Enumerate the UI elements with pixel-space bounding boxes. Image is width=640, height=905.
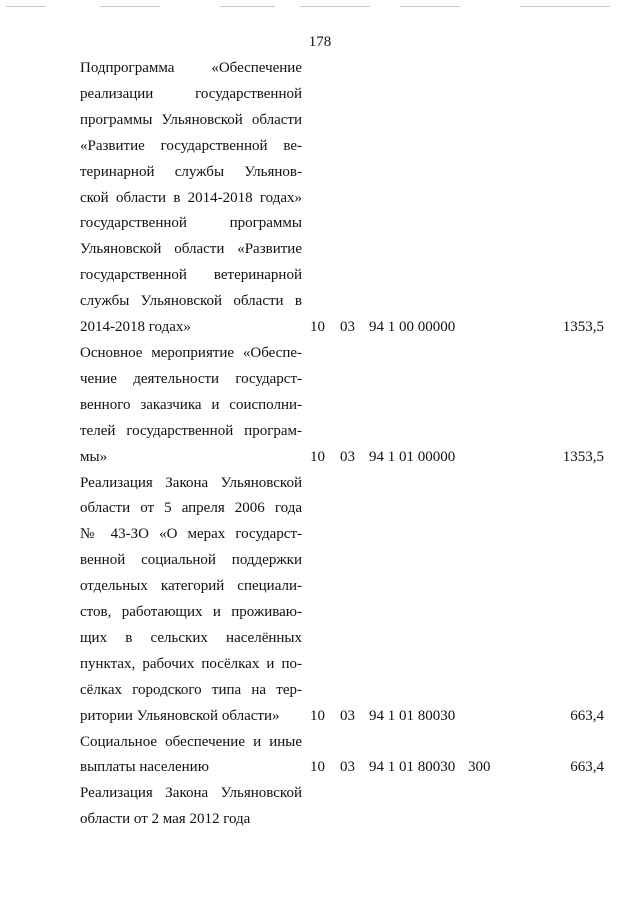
subsection-code: 03 — [340, 759, 355, 776]
description-line: Ульяновской области «Развитие — [80, 241, 302, 258]
budget-table — [0, 56, 640, 833]
table-row — [0, 341, 640, 471]
target-article-code: 94 1 01 80030 — [369, 759, 456, 776]
target-article-code: 94 1 00 00000 — [369, 319, 456, 336]
description-line: № 43-ЗО «О мерах государст- — [80, 526, 302, 543]
description-line: реализации государственной — [80, 85, 302, 102]
scan-artifact-top — [0, 6, 640, 8]
description-line: чение деятельности государст- — [80, 370, 302, 387]
section-code: 10 — [310, 707, 325, 724]
subsection-code: 03 — [340, 448, 355, 465]
subsection-code: 03 — [340, 319, 355, 336]
row-description — [80, 781, 302, 833]
description-line: отдельных категорий специали- — [80, 578, 302, 595]
description-line: венного заказчика и соисполни- — [80, 396, 302, 413]
row-description — [80, 471, 302, 730]
row-description — [80, 341, 302, 471]
table-row — [0, 730, 640, 782]
table-row — [0, 56, 640, 341]
table-row — [0, 781, 640, 833]
row-description — [80, 56, 302, 341]
section-code: 10 — [310, 319, 325, 336]
description-line: сёлках городского типа на тер- — [80, 681, 302, 698]
description-line: щих в сельских населённых — [80, 629, 302, 646]
description-line: государственной ветеринарной — [80, 267, 302, 284]
description-line: венной социальной поддержки — [80, 552, 302, 569]
description-line: Основное мероприятие «Обеспе- — [80, 344, 302, 361]
description-line: ритории Ульяновской области» — [80, 707, 280, 724]
target-article-code: 94 1 01 80030 — [369, 707, 456, 724]
expense-type-code: 300 — [468, 759, 491, 776]
section-code: 10 — [310, 759, 325, 776]
description-line: пунктах, рабочих посёлках и по- — [80, 655, 302, 672]
table-row — [0, 471, 640, 730]
description-line: ской области в 2014-2018 годах» — [80, 189, 302, 206]
description-line: программы Ульяновской области — [80, 111, 302, 128]
description-line: 2014-2018 годах» — [80, 319, 191, 336]
description-line: Реализация Закона Ульяновской — [80, 474, 302, 491]
description-line: стов, работающих и проживаю- — [80, 604, 302, 621]
row-description — [80, 730, 302, 782]
description-line: Социальное обеспечение и иные — [80, 733, 302, 750]
description-line: Подпрограмма «Обеспечение — [80, 60, 302, 76]
description-line: Реализация Закона Ульяновской — [80, 785, 302, 802]
description-line: государственной программы — [80, 215, 302, 232]
target-article-code: 94 1 01 00000 — [369, 448, 456, 465]
description-line: теринарной службы Ульянов- — [80, 163, 302, 180]
description-line: телей государственной програм- — [80, 422, 302, 439]
amount: 1353,5 — [562, 448, 604, 465]
page-number: 178 — [308, 34, 332, 50]
section-code: 10 — [310, 448, 325, 465]
description-line: мы» — [80, 448, 108, 465]
description-line: выплаты населению — [80, 759, 209, 776]
subsection-code: 03 — [340, 707, 355, 724]
description-line: области от 5 апреля 2006 года — [80, 500, 302, 517]
amount: 663,4 — [570, 759, 604, 776]
description-line: области от 2 мая 2012 года — [80, 811, 251, 828]
description-line: службы Ульяновской области в — [80, 293, 302, 310]
description-line: «Развитие государственной ве- — [80, 137, 302, 154]
amount: 1353,5 — [562, 319, 604, 336]
amount: 663,4 — [570, 707, 604, 724]
